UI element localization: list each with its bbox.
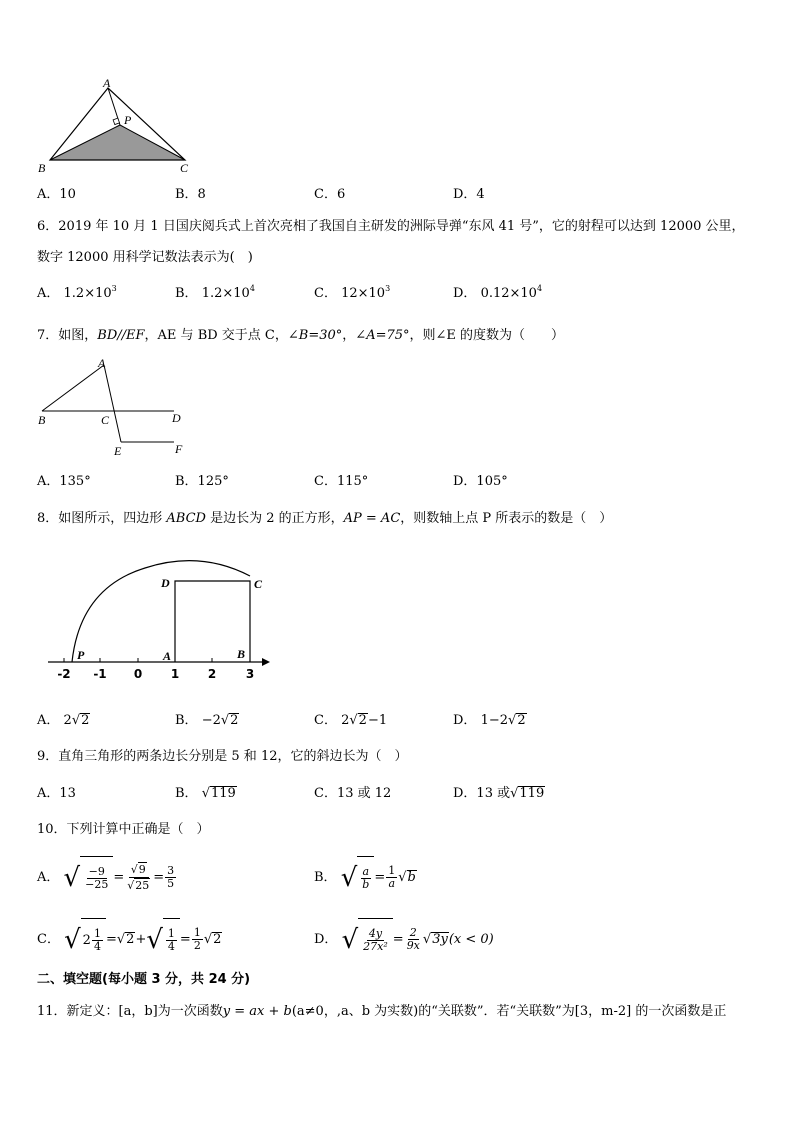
segment-ab — [42, 365, 104, 411]
q10-option-b: B． √ $\frac{a}{b}$ = $\frac{1}{a}$ √b — [314, 856, 417, 899]
q9-stem: 9．直角三角形的两条边长分别是 5 和 12，它的斜边长为（ ） — [37, 749, 408, 764]
q10-stem: 10．下列计算中正确是（ ） — [37, 822, 210, 837]
axis-arrow — [262, 658, 270, 666]
q5-option-b: B．8 — [175, 187, 206, 202]
tick-label-neg2: -2 — [57, 667, 71, 681]
label-p: P — [124, 113, 132, 127]
q7-option-b: B．125° — [175, 474, 229, 489]
label-b: B — [38, 161, 46, 175]
q8-stem: 8．如图所示，四边形 ABCD 是边长为 2 的正方形，AP = AC，则数轴上点 P 所表示的数是（ ） — [37, 511, 613, 526]
label-a: A — [103, 78, 111, 90]
label-d: D — [172, 411, 181, 425]
q9-option-c: C．13 或 12 — [314, 786, 392, 801]
tick-label-2: 2 — [207, 667, 217, 681]
q8-number-line-figure — [40, 548, 275, 686]
tick-label-neg1: -1 — [93, 667, 107, 681]
label-c: C — [101, 413, 110, 427]
label-b: B — [38, 413, 46, 427]
tick-label-0: 0 — [133, 667, 143, 681]
tick-label-3: 3 — [245, 667, 255, 681]
q9-option-b: B． √119 — [175, 786, 236, 801]
q6-option-b: B． $1.2\times 10^4$ — [175, 284, 255, 301]
label-b: B — [237, 647, 246, 661]
q6-stem-line1: 6．2019 年 10 月 1 日国庆阅兵式上首次亮相了我国自主研发的洲际导弹“东风 41 号”，它的射程可以达到 12000 公里， — [37, 219, 745, 234]
label-c: C — [180, 161, 189, 175]
q8-option-a: A． 2√2 — [37, 713, 90, 728]
q10-option-c: C． √ 2 $\frac{1}{4}$ =√2+ √ $\frac{1}{4}$ = $\frac{1}{2}$ √2 — [37, 918, 222, 961]
right-angle-mark — [113, 118, 119, 124]
q7-option-d: D．105° — [453, 474, 508, 489]
q6-stem-line2: 数字 12000 用科学记数法表示为( ) — [37, 250, 253, 265]
label-f: F — [175, 442, 183, 456]
q8-option-b: B． −2√2 — [175, 713, 239, 728]
q8-option-c: C． 2√2−1 — [314, 713, 388, 728]
q5-option-d: D．4 — [453, 187, 485, 202]
q10-option-d: D． √ $\frac{4y}{\text{27x²}}$ = $\frac{2}{9x}$ √3y(x < 0) — [314, 918, 494, 961]
label-c: C — [254, 577, 263, 591]
q5-option-c: C．6 — [314, 187, 346, 202]
q7-stem: 7．如图，BD//EF，AE 与 BD 交于点 C，∠B=30°，∠A=75°，则∠E 的度数为（ ） — [37, 328, 565, 343]
q6-option-a: A． $1.2\times 10^3$ — [37, 284, 117, 301]
q5-option-a: A．10 — [37, 187, 76, 202]
q5-triangle-figure — [30, 78, 200, 178]
label-a: A — [98, 356, 106, 370]
q7-option-c: C．115° — [314, 474, 369, 489]
q11-stem: 11．新定义：[a，b]为一次函数y = ax + b(a≠0，,a、b 为实数)的“关联数”．若“关联数”为[3，m-2] 的一次函数是正 — [37, 1004, 727, 1019]
q9-option-a: A．13 — [37, 786, 76, 801]
q9-option-d: D．13 或√119 — [453, 786, 545, 801]
q6-option-c: C． $12\times 10^3$ — [314, 284, 391, 301]
q7-option-a: A．135° — [37, 474, 91, 489]
q7-parallel-lines-figure — [32, 355, 202, 460]
q10-option-a: A． √ $\frac{-9}{-25}$ = $\frac{√9}{√25}$ = $\frac{3}{5}$ — [37, 856, 177, 899]
label-a: A — [163, 649, 172, 663]
segment-ae — [104, 365, 121, 442]
label-p: P — [77, 648, 85, 662]
tick-label-1: 1 — [170, 667, 180, 681]
q8-option-d: D． 1−2√2 — [453, 713, 526, 728]
shaded-triangle-bpc — [50, 125, 185, 160]
q6-option-d: D． $0.12\times 10^4$ — [453, 284, 543, 301]
label-d: D — [161, 576, 170, 590]
label-e: E — [114, 444, 122, 458]
section-2-heading: 二、填空题(每小题 3 分，共 24 分) — [37, 972, 251, 987]
